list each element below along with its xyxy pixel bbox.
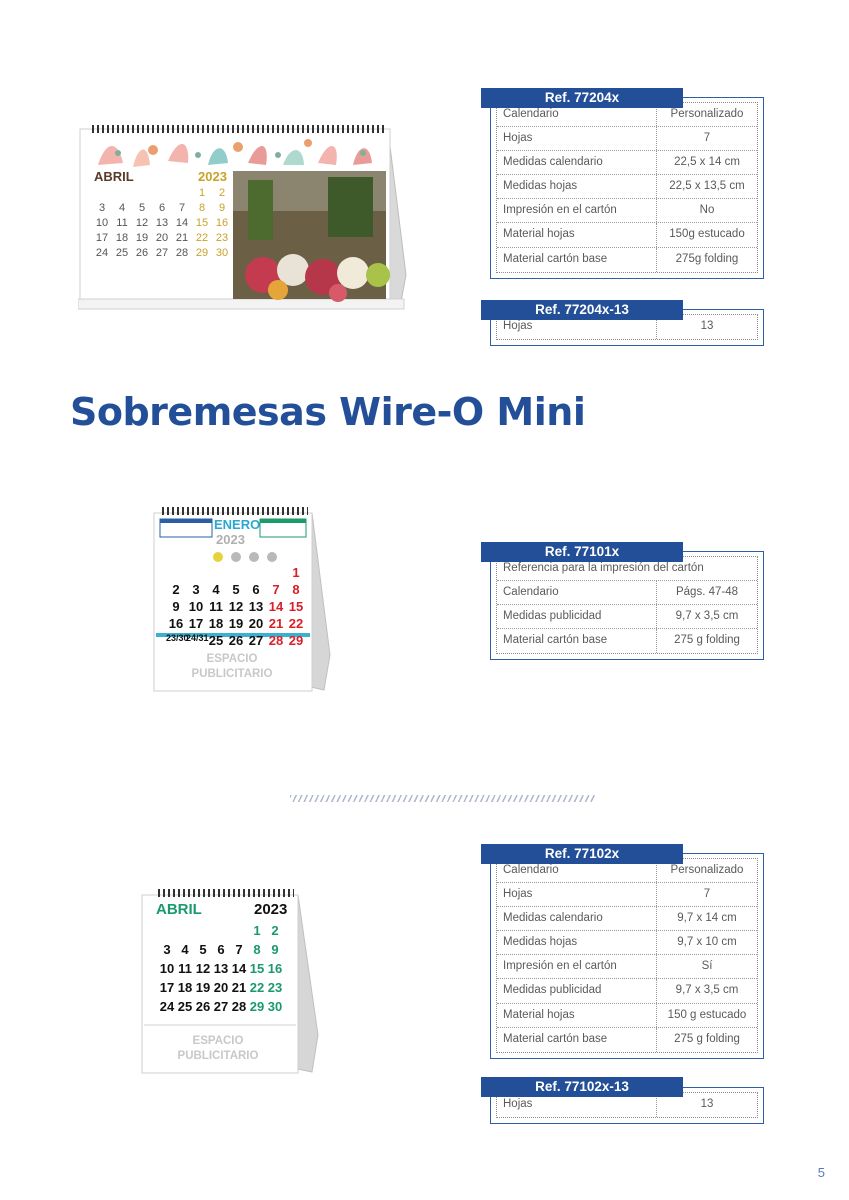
calendar-day (132, 187, 152, 199)
calendar-day: 10 (159, 961, 175, 976)
calendar-day: 30 (267, 999, 283, 1014)
spec-label: Impresión en el cartón (497, 199, 657, 222)
calendar-day: 2 (271, 923, 279, 938)
calendar-year: 2023 (254, 901, 288, 918)
calendar-day: 24/31 (186, 633, 209, 643)
spec-value: 7 (703, 132, 711, 145)
spec-row (497, 955, 757, 979)
calendar-day: 26 (195, 999, 211, 1014)
calendar-day: 18 (115, 232, 129, 244)
calendar-day: 19 (195, 980, 211, 995)
spec-value: 275 g folding (674, 1032, 740, 1045)
calendar-day: 26 (135, 247, 149, 259)
calendar-day: 19 (228, 616, 244, 631)
calendar-day: 15 (249, 961, 265, 976)
spec-row (497, 127, 757, 151)
calendar-day: 17 (188, 616, 204, 631)
calendar-day: 3 (163, 942, 171, 957)
calendar-day: 30 (215, 247, 229, 259)
calendar-day (266, 565, 286, 580)
spec-row (497, 248, 757, 272)
spec-label: Medidas hojas (497, 931, 657, 954)
spec-value: 150 g estucado (667, 1008, 747, 1021)
calendar-day: 11 (178, 961, 192, 976)
calendar-day: 7 (272, 582, 280, 597)
calendar-day: 27 (248, 633, 264, 648)
calendar-day: 17 (95, 232, 109, 244)
calendar-day: 27 (155, 247, 169, 259)
calendar-day: 25 (177, 999, 193, 1014)
spec-table-77204x (490, 97, 764, 279)
calendar-day: 25 (208, 633, 224, 648)
calendar-day: 16 (267, 961, 283, 976)
spec-row (497, 979, 757, 1003)
spec-value: Personalizado (670, 864, 744, 876)
spec-value: 7 (703, 888, 711, 901)
calendar-day: 18 (208, 616, 224, 631)
spec-label: Calendario (497, 581, 657, 604)
calendar-days-grid (158, 923, 298, 1014)
spec-label: Calendario (497, 859, 657, 882)
spec-row (497, 629, 757, 653)
calendar-day: 15 (195, 217, 209, 229)
calendar-day: 28 (231, 999, 247, 1014)
calendar-day: 8 (198, 202, 206, 214)
calendar-day: 18 (177, 980, 193, 995)
calendar-days-grid (166, 565, 310, 648)
calendar-day: 5 (232, 582, 240, 597)
calendar-day: 23 (215, 232, 229, 244)
calendar-month: ABRIL (156, 901, 202, 918)
calendar-day: 19 (135, 232, 149, 244)
spec-rows (496, 556, 758, 654)
spec-row (497, 931, 757, 955)
calendar-day: 2 (218, 187, 226, 199)
calendar-days-grid (92, 187, 232, 259)
spec-row (497, 223, 757, 247)
calendar-day: 20 (155, 232, 169, 244)
calendar-day: 6 (252, 582, 260, 597)
calendar-day (172, 187, 192, 199)
calendar-day: 24 (95, 247, 109, 259)
calendar-day (194, 923, 212, 938)
spec-label: Medidas hojas (497, 175, 657, 198)
spec-label: Referencia para la impresión del cartón (503, 562, 704, 574)
calendar-day: 12 (195, 961, 211, 976)
calendar-month: ENERO (214, 517, 261, 532)
calendar-day: 3 (98, 202, 106, 214)
spec-table-77102x (490, 853, 764, 1059)
spec-label: Medidas publicidad (497, 605, 657, 628)
calendar-day: 29 (195, 247, 209, 259)
spec-row (497, 199, 757, 223)
page-number: 5 (817, 1165, 825, 1180)
spec-label: Impresión en el cartón (497, 955, 657, 978)
spec-value: 22,5 x 13,5 cm (669, 180, 745, 193)
spec-label: Material cartón base (497, 1028, 657, 1052)
spec-label: Material hojas (497, 223, 657, 246)
calendar-month: ABRIL (94, 169, 134, 184)
calendar-day: 28 (175, 247, 189, 259)
spec-value: 9,7 x 3,5 cm (675, 984, 739, 997)
calendar-day: 6 (217, 942, 225, 957)
calendar-day: 9 (172, 599, 180, 614)
spec-label: Hojas (497, 315, 657, 339)
spec-label: Medidas publicidad (497, 979, 657, 1002)
spec-value: Personalizado (670, 108, 744, 120)
calendar-day: 15 (288, 599, 304, 614)
calendar-day (230, 923, 248, 938)
ref-label-77204x: Ref. 77204x (481, 88, 683, 108)
calendar-day: 8 (292, 582, 300, 597)
calendar-day: 14 (175, 217, 189, 229)
calendar-day: 1 (198, 187, 206, 199)
calendar-day (206, 565, 226, 580)
spec-rows (496, 102, 758, 273)
calendar-year: 2023 (198, 169, 227, 184)
calendar-day: 28 (268, 633, 284, 648)
calendar-day: 23/30 (166, 633, 189, 643)
ad-space-text-1: ESPACIO (192, 1035, 244, 1047)
spec-value: 9,7 x 14 cm (677, 912, 737, 925)
calendar-day: 2 (172, 582, 180, 597)
calendar-day: 17 (159, 980, 175, 995)
spec-value: 13 (700, 320, 714, 332)
ref-label-77102x-13: Ref. 77102x-13 (481, 1077, 683, 1097)
calendar-day: 4 (118, 202, 126, 214)
calendar-day: 10 (95, 217, 109, 229)
calendar-day: 27 (213, 999, 229, 1014)
calendar-day: 7 (235, 942, 243, 957)
spec-label: Material cartón base (497, 248, 657, 272)
spec-row (497, 1004, 757, 1028)
calendar-day: 25 (115, 247, 129, 259)
calendar-day: 3 (192, 582, 200, 597)
desk-calendar-large-image (78, 125, 408, 310)
spec-value: 275g folding (675, 252, 739, 265)
calendar-day: 13 (248, 599, 264, 614)
calendar-day: 14 (231, 961, 247, 976)
spec-value: 13 (700, 1098, 714, 1110)
spec-value: 150g estucado (669, 228, 745, 241)
spec-value: Sí (701, 960, 713, 973)
calendar-day: 16 (215, 217, 229, 229)
calendar-day: 1 (292, 565, 300, 580)
wire-o-spiral (158, 889, 294, 897)
calendar-day (152, 187, 172, 199)
calendar-day: 16 (168, 616, 184, 631)
calendar-day: 8 (253, 942, 261, 957)
calendar-day: 22 (249, 980, 265, 995)
calendar-day: 23 (267, 980, 283, 995)
calendar-day: 29 (288, 633, 304, 648)
spec-row (497, 175, 757, 199)
calendar-day: 1 (253, 923, 261, 938)
calendar-day (92, 187, 112, 199)
calendar-day: 4 (212, 582, 220, 597)
ref-label-77101x: Ref. 77101x (481, 542, 683, 562)
spec-value: 22,5 x 14 cm (674, 156, 740, 169)
spec-label: Hojas (497, 1093, 657, 1117)
calendar-day: 14 (268, 599, 284, 614)
calendar-day: 22 (288, 616, 304, 631)
spec-value: 9,7 x 10 cm (677, 936, 737, 949)
spec-value: 275 g folding (674, 634, 740, 647)
spec-row (497, 605, 757, 629)
calendar-day (158, 923, 176, 938)
calendar-day: 21 (268, 616, 284, 631)
calendar-day: 26 (228, 633, 244, 648)
ad-space-text-2: PUBLICITARIO (191, 668, 273, 680)
spec-label: Medidas calendario (497, 907, 657, 930)
spec-label: Hojas (497, 883, 657, 906)
calendar-day: 24 (159, 999, 175, 1014)
calendar-day (112, 187, 132, 199)
calendar-day: 20 (248, 616, 264, 631)
spec-value: No (699, 204, 715, 217)
calendar-day: 10 (188, 599, 204, 614)
calendar-day (186, 565, 206, 580)
calendar-day: 20 (213, 980, 229, 995)
calendar-day: 12 (228, 599, 244, 614)
calendar-day: 5 (138, 202, 146, 214)
spec-value: 9,7 x 3,5 cm (675, 610, 739, 623)
spec-value: Págs. 47-48 (675, 586, 738, 599)
calendar-day (166, 565, 186, 580)
calendar-day: 21 (231, 980, 247, 995)
spec-label: Calendario (497, 103, 657, 126)
calendar-day (246, 565, 266, 580)
spec-label: Material hojas (497, 1004, 657, 1027)
spec-row (497, 1028, 757, 1052)
calendar-day: 29 (249, 999, 265, 1014)
calendar-day: 9 (271, 942, 279, 957)
spec-row (497, 151, 757, 175)
wire-o-spiral (162, 507, 308, 515)
calendar-day: 11 (209, 599, 223, 614)
ref-label-77102x: Ref. 77102x (481, 844, 683, 864)
spec-row (497, 581, 757, 605)
calendar-year: 2023 (216, 532, 245, 547)
calendar-day (176, 923, 194, 938)
wire-o-spiral (92, 125, 386, 133)
spec-label: Medidas calendario (497, 151, 657, 174)
calendar-day: 11 (116, 217, 128, 229)
calendar-day: 4 (181, 942, 189, 957)
spec-rows (496, 858, 758, 1053)
calendar-day: 21 (175, 232, 189, 244)
calendar-day: 5 (199, 942, 207, 957)
calendar-day: 9 (218, 202, 226, 214)
spec-row (497, 883, 757, 907)
section-title: Sobremesas Wire-O Mini (70, 390, 586, 434)
desk-calendar-mini-enero-image (152, 505, 332, 693)
calendar-day (226, 565, 246, 580)
calendar-day: 7 (178, 202, 186, 214)
spec-label: Material cartón base (497, 629, 657, 653)
calendar-day: 22 (195, 232, 209, 244)
spec-label: Hojas (497, 127, 657, 150)
ad-space-text-1: ESPACIO (206, 653, 258, 665)
calendar-day (212, 923, 230, 938)
calendar-day: 6 (158, 202, 166, 214)
section-divider (290, 795, 595, 802)
spec-row (497, 907, 757, 931)
ad-space-text-2: PUBLICITARIO (177, 1050, 259, 1062)
calendar-day: 12 (135, 217, 149, 229)
calendar-day: 13 (155, 217, 169, 229)
desk-calendar-mini-abril-image (140, 887, 320, 1077)
ref-label-77204x-13: Ref. 77204x-13 (481, 300, 683, 320)
spec-table-77101x (490, 551, 764, 660)
calendar-day: 13 (213, 961, 229, 976)
